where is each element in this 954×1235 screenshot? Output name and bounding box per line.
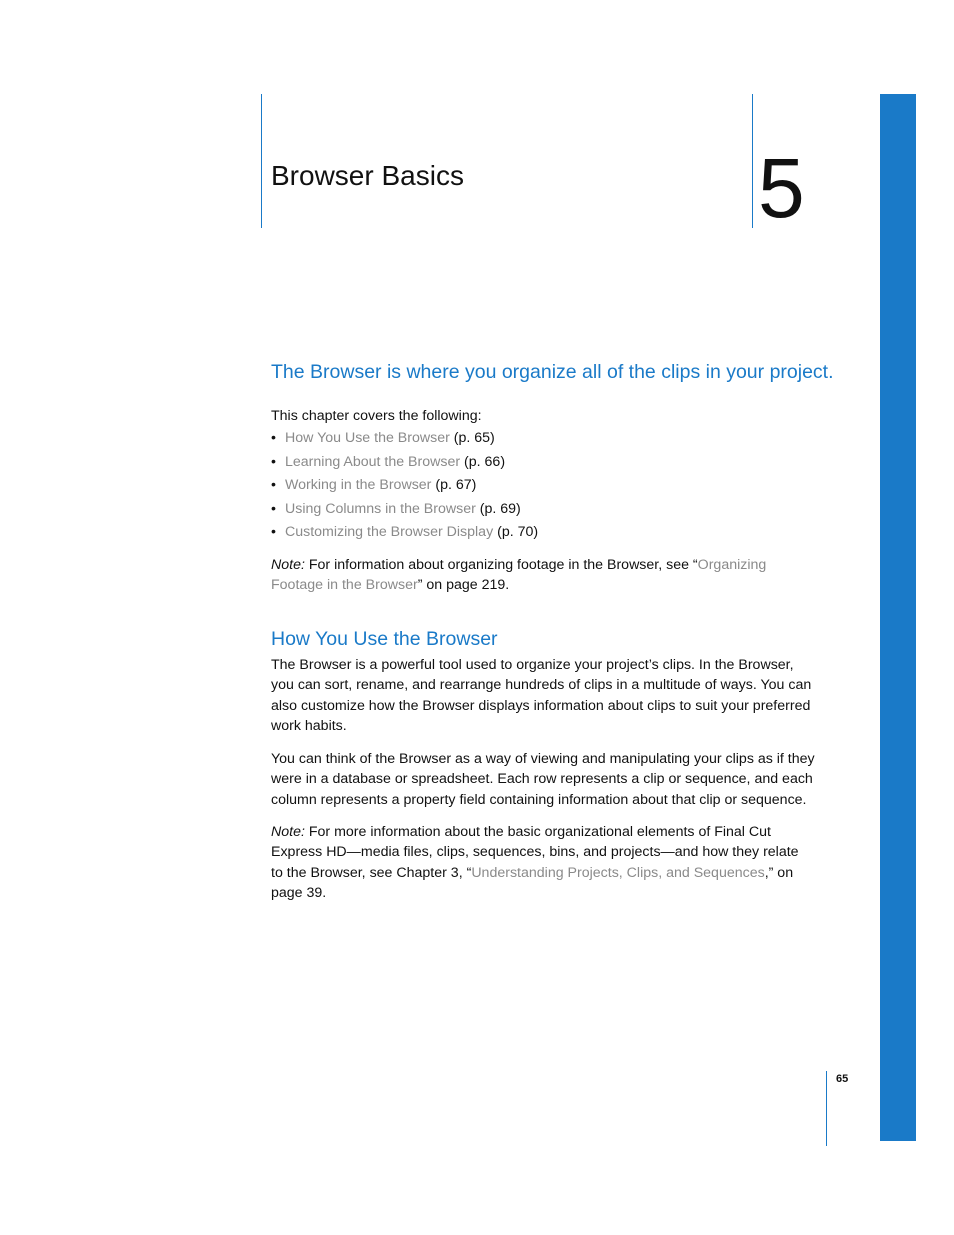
note-link[interactable]: Understanding Projects, Clips, and Sequences [471,864,765,881]
note-text-after: ” on page 219. [417,577,510,594]
toc-page: (p. 67) [431,477,477,493]
toc-link[interactable]: How You Use the Browser [285,430,450,446]
intro-lead: This chapter covers the following: [271,408,482,424]
toc-item [271,428,538,452]
toc-page: (p. 70) [493,524,539,540]
chapter-tab-bar [880,94,916,1141]
toc-page: (p. 65) [449,430,495,446]
bullet: • [271,477,276,493]
toc-link[interactable]: Learning About the Browser [285,453,461,470]
note-more-info [271,822,801,904]
section-paragraph: The Browser is a powerful tool used to organize your project’s clips. In the Browser, you can sort, rename, and rearrange hundreds of clips in a multitude of ways. You can also customize how the Browser displays information about clips to suit your preferred work habits. [271,657,812,735]
section-heading: How You Use the Browser [271,628,498,650]
toc-page: (p. 69) [475,500,521,517]
toc-link[interactable]: Using Columns in the Browser [285,500,476,517]
toc-link[interactable]: Working in the Browser [285,477,432,493]
note-text: For information about organizing footage in the Browser, see “ [304,557,698,573]
note-label: Note: [271,557,305,573]
toc-link[interactable]: Customizing the Browser Display [285,524,494,540]
section-paragraph: You can think of the Browser as a way of viewing and manipulating your clips as if they were in a database or spreadsheet. Each row represents a clip or sequence, and each column represents a property field containing information about that clip or sequence. [271,751,815,808]
title-rule-left [261,94,262,228]
toc-item [271,499,538,523]
note-text-after: ,” on page 39. [271,864,794,902]
bullet: • [271,500,276,517]
intro-heading: The Browser is where you organize all of the clips in your project. [271,361,834,383]
toc-item [271,522,538,546]
page-number-rule [826,1071,827,1146]
toc-list [271,428,538,546]
note-label: Note: [271,824,305,840]
toc-item [271,475,538,499]
bullet: • [271,524,276,540]
note-link[interactable]: Organizing Footage in the Browser [271,557,767,594]
title-rule-right [752,94,753,228]
note-text: For more information about the basic organizational elements of Final Cut Express HD—media files, clips, sequences, bins, and projects—and how they relate to the Browser, see Chapter 3, “ [271,824,799,881]
toc-page: (p. 66) [460,453,506,470]
toc-item [271,452,538,476]
page-number: 65 [836,1073,849,1085]
chapter-title: Browser Basics [271,160,464,191]
chapter-number: 5 [758,141,805,235]
bullet: • [271,430,276,446]
bullet: • [271,453,276,470]
note-organizing [271,555,791,596]
